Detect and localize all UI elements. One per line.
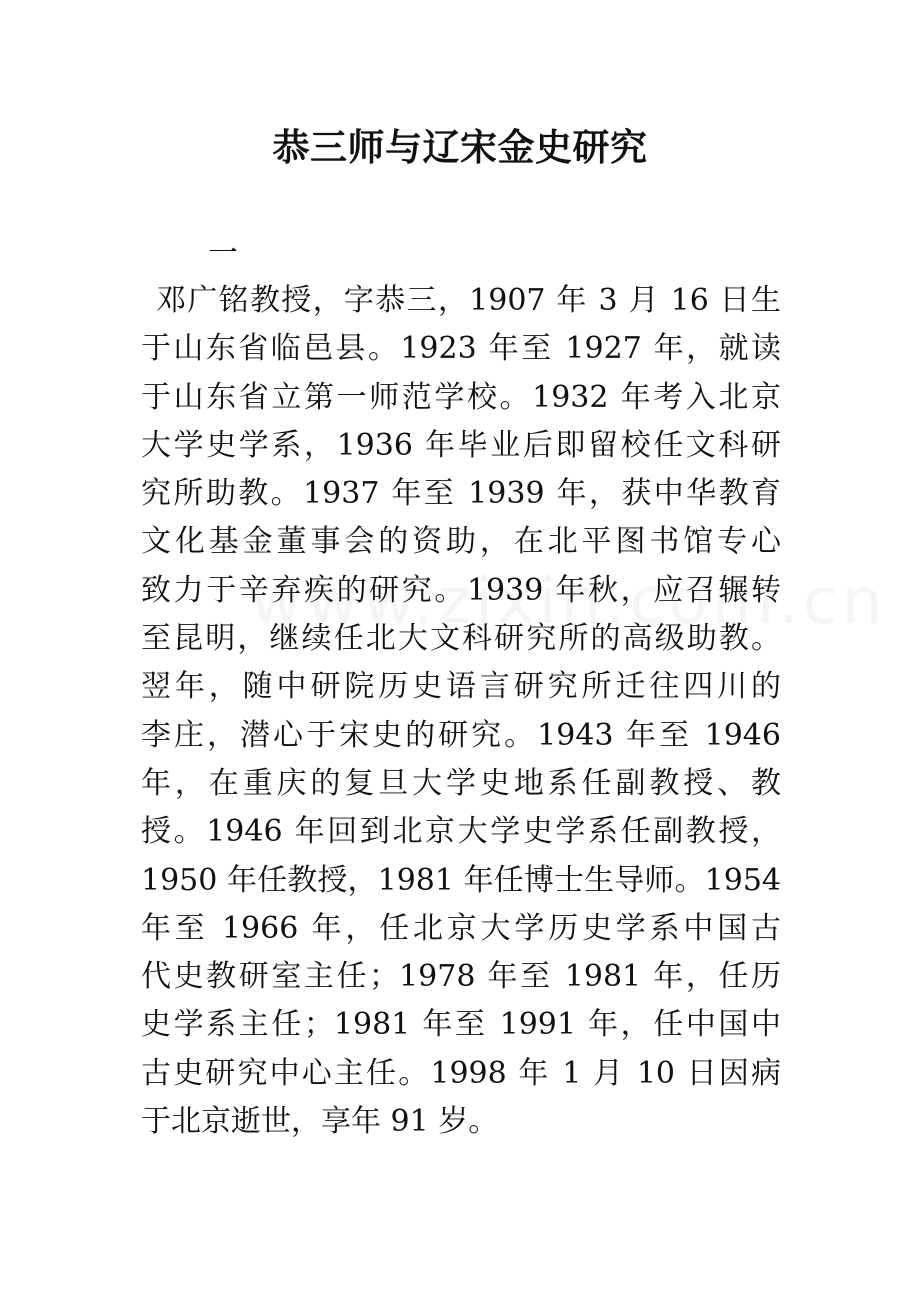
paragraph-line: 于山东省立第一师范学校。1932 年考入北京	[141, 379, 781, 415]
paragraph-line: 究所助教。1937 年至 1939 年，获中华教育	[141, 476, 781, 512]
paragraph-line: 大学史学系，1936 年毕业后即留校任文科研	[141, 427, 781, 463]
paragraph-line: 1950 年任教授，1981 年任博士生导师。1954	[141, 862, 781, 898]
paragraph-line: 代史教研室主任；1978 年至 1981 年，任历	[141, 959, 781, 995]
paragraph-line: 于山东省临邑县。1923 年至 1927 年，就读	[141, 331, 781, 367]
paragraph-line: 于北京逝世，享年 91 岁。	[141, 1104, 499, 1140]
paragraph-line: 至昆明，继续任北大文科研究所的高级助教。	[141, 621, 781, 657]
paragraph-line: 翌年，随中研院历史语言研究所迁往四川的	[141, 669, 781, 705]
paragraph-line: 邓广铭教授，字恭三，1907 年 3 月 16 日生	[156, 283, 781, 318]
paragraph-line: 致力于辛弃疾的研究。1939 年秋，应召辗转	[141, 572, 781, 608]
section-number: 一	[208, 236, 238, 271]
paragraph-line: 授。1946 年回到北京大学史学系任副教授，	[141, 814, 781, 850]
paragraph-line: 李庄，潜心于宋史的研究。1943 年至 1946	[141, 717, 781, 753]
paragraph-line: 史学系主任；1981 年至 1991 年，任中国中	[141, 1007, 781, 1043]
paragraph-line: 年至 1966 年，任北京大学历史学系中国古	[141, 910, 781, 946]
body-paragraph	[141, 277, 781, 1146]
paragraph-line: 文化基金董事会的资助，在北平图书馆专心	[141, 524, 781, 560]
paragraph-line: 年，在重庆的复旦大学史地系任副教授、教	[141, 765, 781, 801]
document-title: 恭三师与辽宋金史研究	[272, 126, 648, 169]
paragraph-line: 古史研究中心主任。1998 年 1 月 10 日因病	[141, 1055, 781, 1091]
